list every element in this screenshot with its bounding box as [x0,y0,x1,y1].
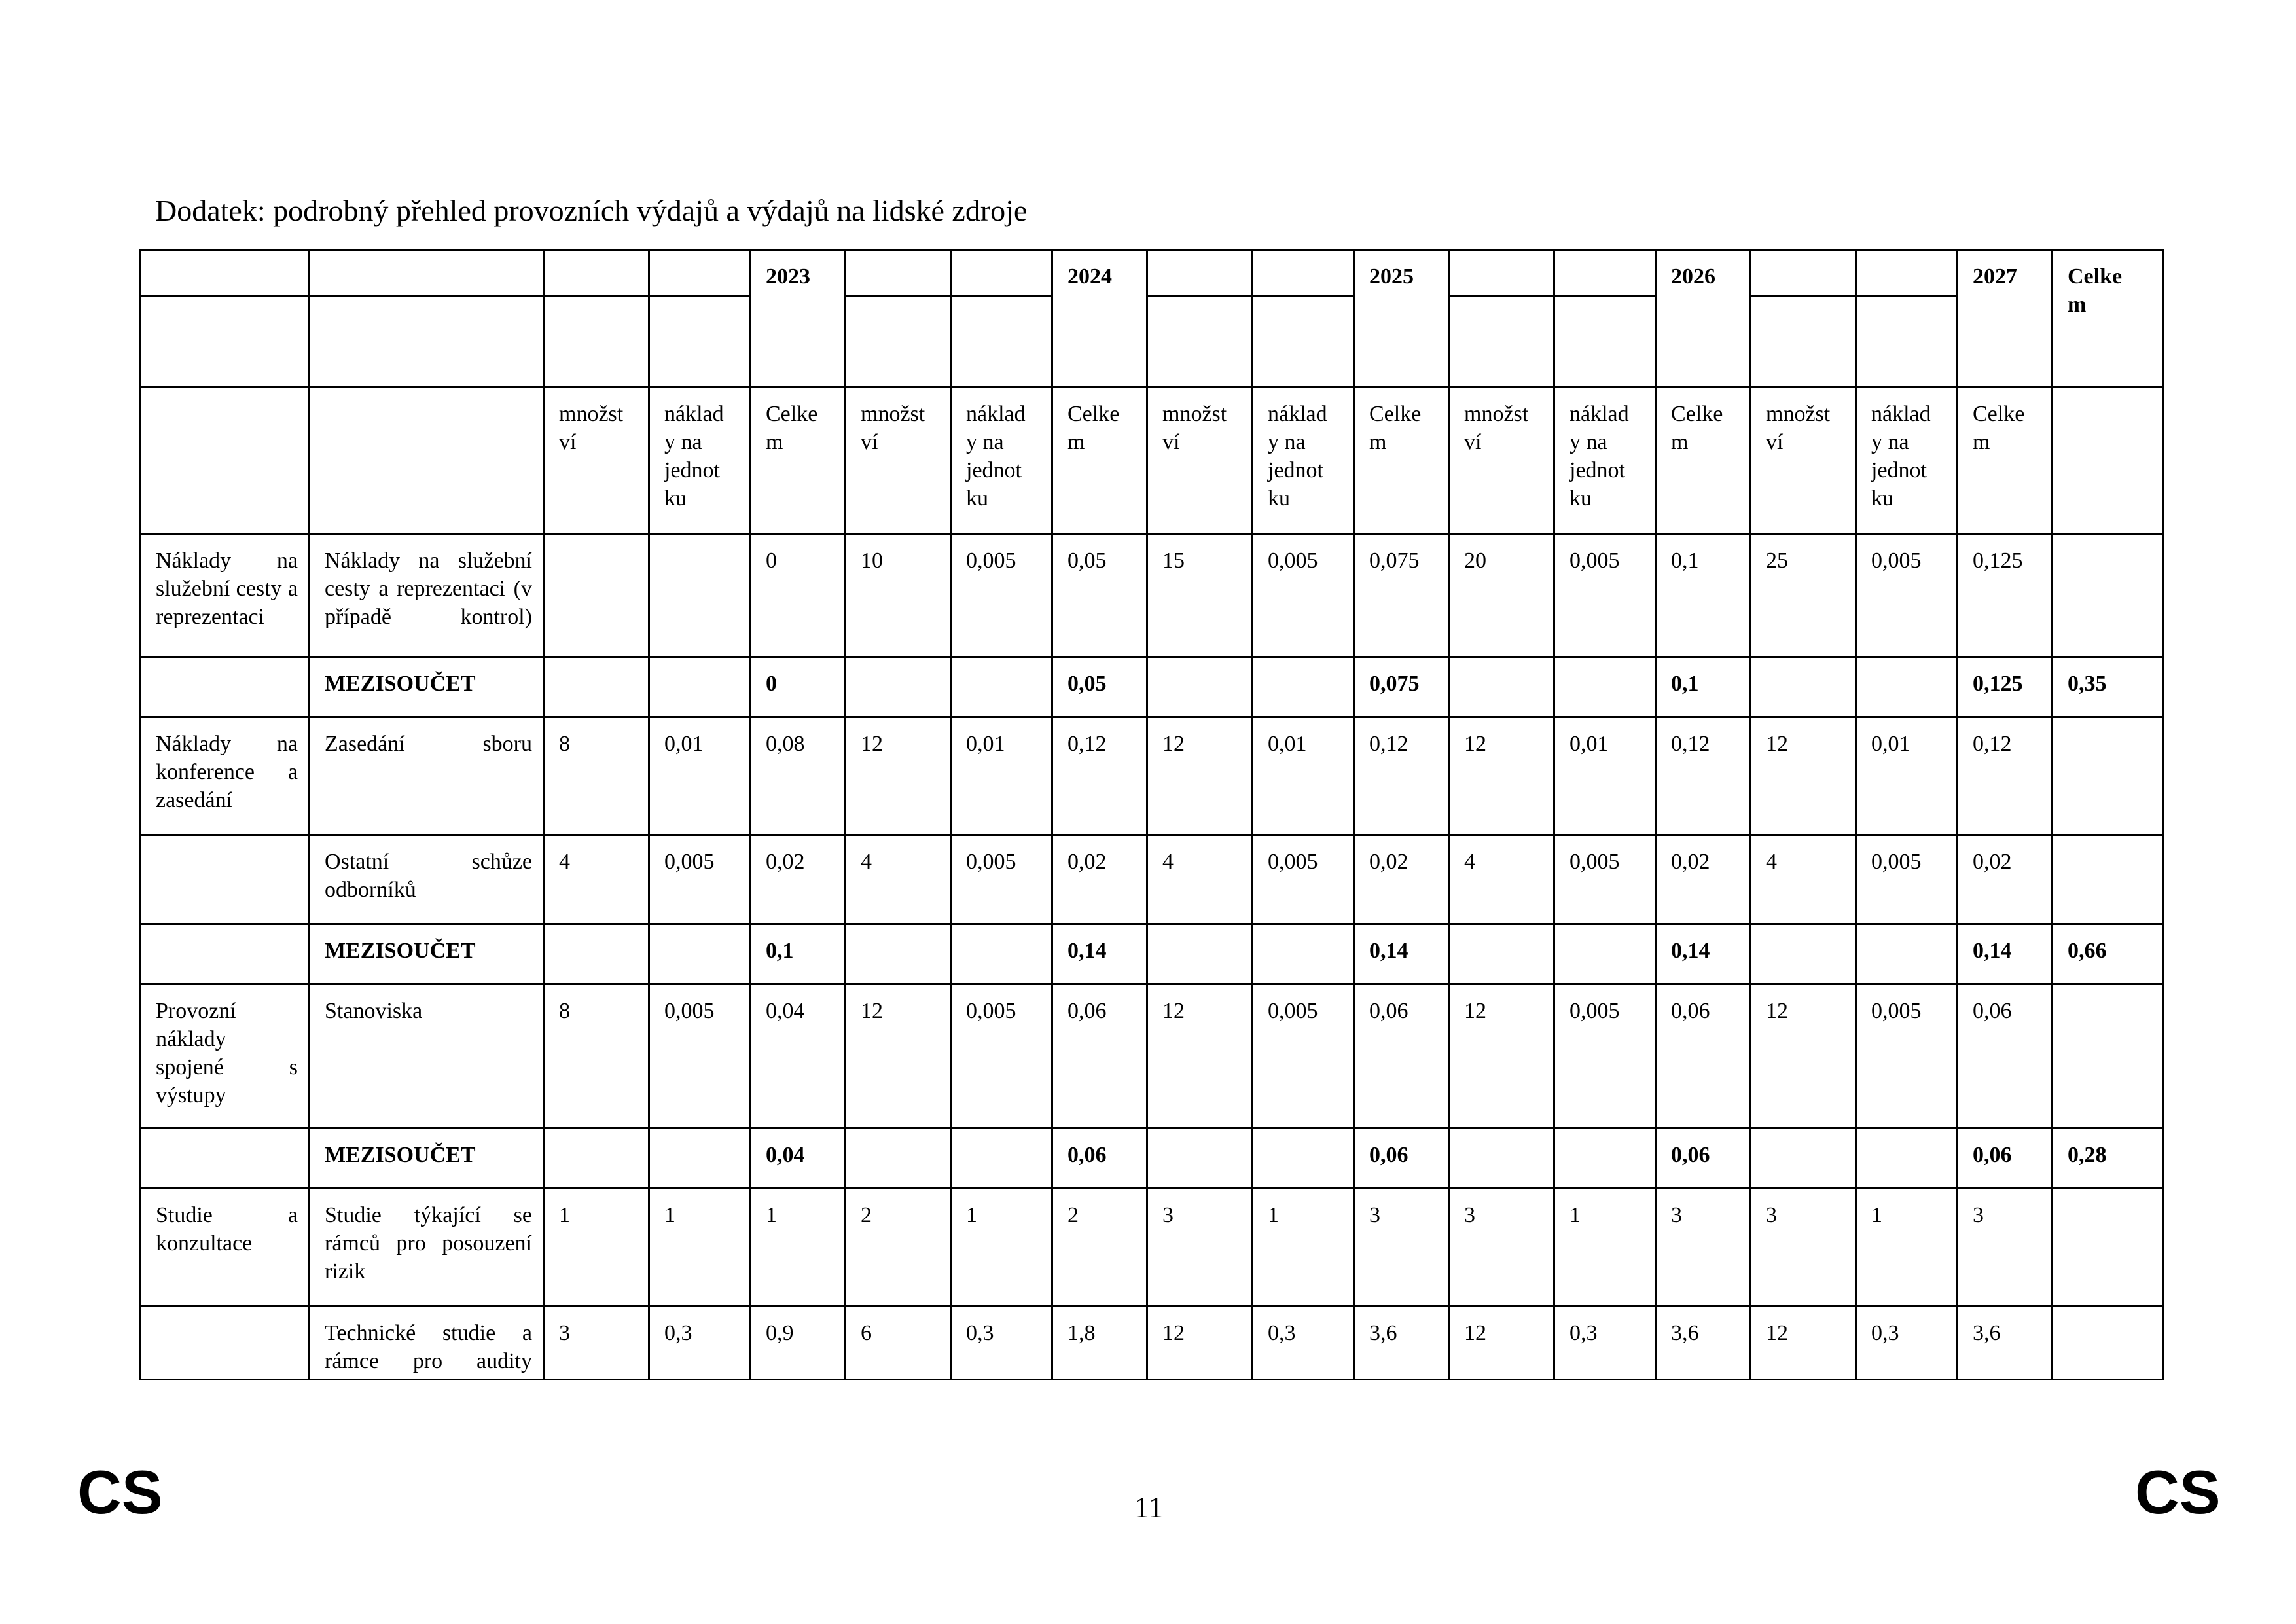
language-code-right: CS [2135,1458,2221,1526]
year-header-2025: 2025 [1354,250,1449,388]
quantity-cell [846,924,951,984]
year-total-cell: 0,02 [1354,835,1449,924]
year-total-cell: 3,6 [1354,1307,1449,1380]
grand-total-cell [2053,534,2163,657]
year-total-cell: 0,05 [1052,657,1147,717]
unit-cost-cell: 1 [1856,1189,1958,1307]
item-cell: Studie týkající se rámců pro posouzení rizik [310,1189,544,1307]
year-total-cell: 0,02 [1052,835,1147,924]
unit-cost-cell [649,534,751,657]
year-total-cell: 0,12 [1958,717,2053,835]
unit-cost-header: náklad y na jednot ku [1554,388,1656,534]
quantity-cell [1751,657,1856,717]
year-total-cell: 0,125 [1958,657,2053,717]
unit-cost-header: náklad y na jednot ku [649,388,751,534]
category-cell [141,657,310,717]
year-total-cell: 0,06 [1656,984,1751,1128]
year-total-cell: 0,06 [1052,984,1147,1128]
quantity-cell: 12 [1751,717,1856,835]
unit-cost-header: náklad y na jednot ku [1856,388,1958,534]
unit-cost-cell: 0,3 [1253,1307,1354,1380]
unit-cost-cell: 0,005 [649,835,751,924]
year-header-2024: 2024 [1052,250,1147,388]
category-cell: Náklady na služební cesty a reprezentaci [141,534,310,657]
unit-cost-cell [1856,1128,1958,1189]
quantity-cell: 2 [846,1189,951,1307]
quantity-header: množst ví [846,388,951,534]
unit-cost-cell [649,924,751,984]
year-total-cell: 0,04 [751,984,846,1128]
quantity-cell: 8 [544,717,649,835]
quantity-cell [1147,924,1253,984]
year-total-cell: 0,06 [1958,984,2053,1128]
unit-cost-cell: 0,01 [649,717,751,835]
unit-cost-cell: 0,005 [1856,984,1958,1128]
year-total-cell: 0,04 [751,1128,846,1189]
quantity-cell: 1 [544,1189,649,1307]
table-row [141,835,2163,924]
year-total-cell: 0,1 [1656,534,1751,657]
unit-cost-cell [1554,657,1656,717]
quantity-cell [1751,924,1856,984]
quantity-cell [1751,1128,1856,1189]
unit-cost-cell: 0,005 [1554,534,1656,657]
unit-cost-cell: 0,3 [649,1307,751,1380]
quantity-cell: 3 [544,1307,649,1380]
grand-total-cell [2053,1307,2163,1380]
quantity-cell: 25 [1751,534,1856,657]
year-total-cell: 0,06 [1656,1128,1751,1189]
quantity-cell: 6 [846,1307,951,1380]
unit-cost-cell: 0,005 [1253,534,1354,657]
table-row [141,984,2163,1128]
item-cell: Zasedání sboru [310,717,544,835]
year-total-cell: 0,08 [751,717,846,835]
item-cell: Ostatní schůze odborníků [310,835,544,924]
year-total-cell: 0,14 [1052,924,1147,984]
grand-total-cell [2053,717,2163,835]
unit-cost-cell [1856,924,1958,984]
category-cell: Provozní náklady spojené s výstupy [141,984,310,1128]
unit-cost-cell: 1 [951,1189,1052,1307]
quantity-cell: 4 [1449,835,1554,924]
quantity-cell: 3 [1751,1189,1856,1307]
year-total-header: Celke m [1354,388,1449,534]
year-total-cell: 0,1 [751,924,846,984]
year-total-cell: 0,9 [751,1307,846,1380]
year-total-cell: 0 [751,534,846,657]
category-cell [141,924,310,984]
category-cell: Studie a konzultace [141,1189,310,1307]
year-total-cell: 0,14 [1958,924,2053,984]
unit-cost-cell [951,1128,1052,1189]
unit-cost-cell: 0,3 [951,1307,1052,1380]
category-cell [141,1128,310,1189]
category-cell [141,1307,310,1380]
unit-cost-cell: 0,01 [1554,717,1656,835]
year-total-header: Celke m [1052,388,1147,534]
unit-cost-cell [1554,1128,1656,1189]
quantity-cell: 12 [1449,1307,1554,1380]
unit-cost-cell: 0,005 [951,835,1052,924]
quantity-cell: 8 [544,984,649,1128]
year-header-2027: 2027 [1958,250,2053,388]
unit-cost-cell [649,1128,751,1189]
year-total-cell: 0,075 [1354,534,1449,657]
grand-total-cell: 0,35 [2053,657,2163,717]
unit-cost-cell: 0,01 [951,717,1052,835]
year-total-cell: 2 [1052,1189,1147,1307]
unit-cost-cell [1253,924,1354,984]
year-total-cell: 0,12 [1656,717,1751,835]
quantity-header: množst ví [1449,388,1554,534]
category-cell: Náklady na konference a zasedání [141,717,310,835]
item-cell: Technické studie a rámce pro audity [310,1307,544,1380]
unit-cost-cell: 0,01 [1253,717,1354,835]
year-total-cell: 3 [1354,1189,1449,1307]
unit-cost-cell: 0,005 [1554,835,1656,924]
quantity-cell [544,924,649,984]
unit-cost-cell: 0,3 [1554,1307,1656,1380]
year-total-cell: 0,02 [1958,835,2053,924]
quantity-cell: 12 [1449,984,1554,1128]
subtotal-row [141,1128,2163,1189]
year-total-cell: 0,06 [1354,1128,1449,1189]
year-total-header: Celke m [751,388,846,534]
table-row [141,1189,2163,1307]
item-cell: Stanoviska [310,984,544,1128]
quantity-cell: 12 [1147,1307,1253,1380]
unit-cost-cell [1253,657,1354,717]
quantity-cell: 3 [1449,1189,1554,1307]
year-total-cell: 0,1 [1656,657,1751,717]
quantity-cell: 12 [1147,717,1253,835]
year-total-cell: 0 [751,657,846,717]
quantity-cell: 4 [846,835,951,924]
year-total-cell: 3,6 [1958,1307,2053,1380]
category-cell [141,835,310,924]
year-total-cell: 0,06 [1052,1128,1147,1189]
unit-cost-cell [951,657,1052,717]
unit-cost-cell [1856,657,1958,717]
quantity-cell [544,1128,649,1189]
year-total-cell: 0,125 [1958,534,2053,657]
quantity-cell [1449,1128,1554,1189]
year-total-header: Celke m [1958,388,2053,534]
grand-total-cell [2053,835,2163,924]
item-cell: Náklady na služební cesty a reprezentaci (v případě kontrol) [310,534,544,657]
year-total-cell: 0,06 [1958,1128,2053,1189]
year-total-cell: 3 [1958,1189,2053,1307]
unit-cost-cell: 1 [1253,1189,1354,1307]
year-total-cell: 0,02 [1656,835,1751,924]
unit-cost-cell: 0,005 [1253,984,1354,1128]
language-code-left: CS [77,1458,163,1526]
year-total-cell: 1,8 [1052,1307,1147,1380]
grand-total-cell [2053,984,2163,1128]
unit-cost-cell: 0,005 [951,534,1052,657]
unit-cost-cell [649,657,751,717]
year-header-2023: 2023 [751,250,846,388]
unit-cost-cell: 0,005 [1253,835,1354,924]
year-total-cell: 0,12 [1052,717,1147,835]
unit-cost-cell: 1 [1554,1189,1656,1307]
quantity-cell [846,657,951,717]
quantity-cell: 15 [1147,534,1253,657]
total-header: Celke m [2053,250,2163,388]
quantity-cell [1147,657,1253,717]
unit-cost-header: náklad y na jednot ku [1253,388,1354,534]
unit-cost-cell: 0,005 [1856,534,1958,657]
quantity-cell: 12 [846,984,951,1128]
unit-cost-cell: 0,01 [1856,717,1958,835]
year-total-cell: 1 [751,1189,846,1307]
quantity-header: množst ví [1147,388,1253,534]
quantity-cell [1449,924,1554,984]
unit-cost-cell: 0,005 [649,984,751,1128]
year-total-cell: 3,6 [1656,1307,1751,1380]
quantity-cell: 4 [544,835,649,924]
unit-cost-cell: 0,3 [1856,1307,1958,1380]
quantity-cell: 3 [1147,1189,1253,1307]
unit-cost-cell [951,924,1052,984]
subtotal-row [141,924,2163,984]
year-header-2026: 2026 [1656,250,1751,388]
expenditure-table [139,249,2164,1380]
quantity-cell [1147,1128,1253,1189]
document-title: Dodatek: podrobný přehled provozních výdajů a výdajů na lidské zdroje [155,194,1028,227]
quantity-cell [1449,657,1554,717]
year-total-header: Celke m [1656,388,1751,534]
year-total-cell: 0,12 [1354,717,1449,835]
year-total-cell: 0,06 [1354,984,1449,1128]
page-number: 11 [1134,1490,1164,1524]
quantity-cell: 12 [846,717,951,835]
subtotal-row [141,657,2163,717]
unit-cost-cell: 1 [649,1189,751,1307]
quantity-cell: 10 [846,534,951,657]
blank-header-row [141,296,2163,388]
subtotal-label: MEZISOUČET [310,657,544,717]
sub-header-row [141,388,2163,534]
quantity-cell: 12 [1449,717,1554,835]
unit-cost-header: náklad y na jednot ku [951,388,1052,534]
quantity-header: množst ví [1751,388,1856,534]
table-row [141,1307,2163,1380]
year-total-cell: 3 [1656,1189,1751,1307]
quantity-cell: 4 [1147,835,1253,924]
subtotal-label: MEZISOUČET [310,924,544,984]
quantity-cell: 20 [1449,534,1554,657]
unit-cost-cell [1253,1128,1354,1189]
quantity-cell: 12 [1147,984,1253,1128]
unit-cost-cell: 0,005 [951,984,1052,1128]
unit-cost-cell [1554,924,1656,984]
year-total-cell: 0,14 [1354,924,1449,984]
table-row [141,534,2163,657]
quantity-cell: 12 [1751,984,1856,1128]
unit-cost-cell: 0,005 [1856,835,1958,924]
quantity-cell [544,534,649,657]
quantity-cell: 4 [1751,835,1856,924]
subtotal-label: MEZISOUČET [310,1128,544,1189]
grand-total-cell [2053,1189,2163,1307]
year-total-cell: 0,02 [751,835,846,924]
quantity-cell [544,657,649,717]
year-total-cell: 0,14 [1656,924,1751,984]
year-header-row [141,250,2163,296]
quantity-cell: 12 [1751,1307,1856,1380]
year-total-cell: 0,075 [1354,657,1449,717]
grand-total-cell: 0,66 [2053,924,2163,984]
quantity-cell [846,1128,951,1189]
table-row [141,717,2163,835]
grand-total-cell: 0,28 [2053,1128,2163,1189]
quantity-header: množst ví [544,388,649,534]
unit-cost-cell: 0,005 [1554,984,1656,1128]
year-total-cell: 0,05 [1052,534,1147,657]
